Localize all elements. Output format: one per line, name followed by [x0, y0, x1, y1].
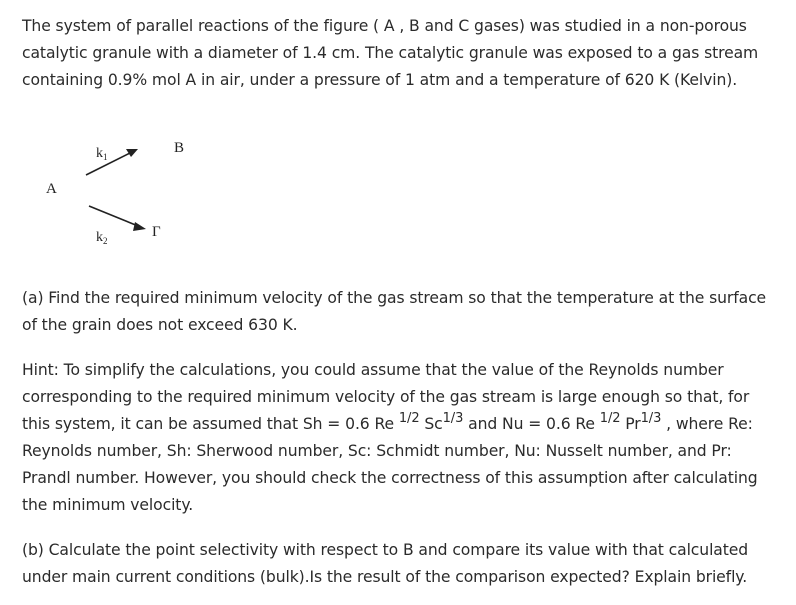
arrow-k2	[89, 206, 146, 231]
hint-line-3: this system, it can be assumed that Sh = 0.6 Re $^{1/2}$ $Sc^{1/3}$ and Nu = 0.6 Re $^{1/2}$ $Pr^{1/3}$ , where Re:	[22, 410, 753, 433]
part-a-line-2: of the grain does not exceed 630 K.	[22, 316, 298, 334]
reactant-a-label: A	[46, 181, 57, 197]
intro-line-3: containing 0.9% mol A in air, under a pressure of 1 atm and a temperature of 620 K (Kelvin).	[22, 71, 738, 89]
hint-paragraph	[22, 357, 782, 519]
k2-label: $k_2$	[96, 230, 108, 246]
re-exponent: 1/2	[599, 410, 621, 426]
part-b-question	[22, 537, 782, 591]
hint-line-5: Prandl number. However, you should check the correctness of this assumption after calculating	[22, 469, 758, 487]
part-a-question	[22, 285, 782, 339]
hint-line-2: corresponding to the required minimum velocity of the gas stream is large enough so that, for	[22, 388, 750, 406]
part-b-line-1: (b) Calculate the point selectivity with respect to B and compare its value with that calculated	[22, 541, 749, 559]
intro-line-1: The system of parallel reactions of the figure ( A , B and C gases) was studied in a non-porous	[22, 17, 747, 35]
part-a-line-1: (a) Find the required minimum velocity of the gas stream so that the temperature at the surface	[22, 289, 767, 307]
arrow-k1	[86, 149, 138, 175]
sc-exponent: 1/3	[442, 410, 464, 426]
product-b-label: B	[174, 140, 185, 156]
k1-label: $k_1$	[96, 146, 108, 162]
part-b-line-2: under main current conditions (bulk).Is the result of the comparison expected? Explain briefly.	[22, 568, 748, 586]
problem-intro	[22, 13, 782, 94]
product-gamma-label: Γ	[152, 224, 161, 240]
hint-line-1: Hint: To simplify the calculations, you could assume that the value of the Reynolds number	[22, 361, 724, 379]
reaction-scheme-figure	[40, 130, 210, 250]
pr-exponent: 1/3	[640, 410, 662, 426]
hint-line-4: Reynolds number, Sh: Sherwood number, Sc: Schmidt number, Nu: Nusselt number, and Pr:	[22, 442, 732, 460]
hint-line-6: the minimum velocity.	[22, 496, 194, 514]
re-exponent: 1/2	[398, 410, 420, 426]
intro-line-2: catalytic granule with a diameter of 1.4 cm. The catalytic granule was exposed to a gas stream	[22, 44, 759, 62]
